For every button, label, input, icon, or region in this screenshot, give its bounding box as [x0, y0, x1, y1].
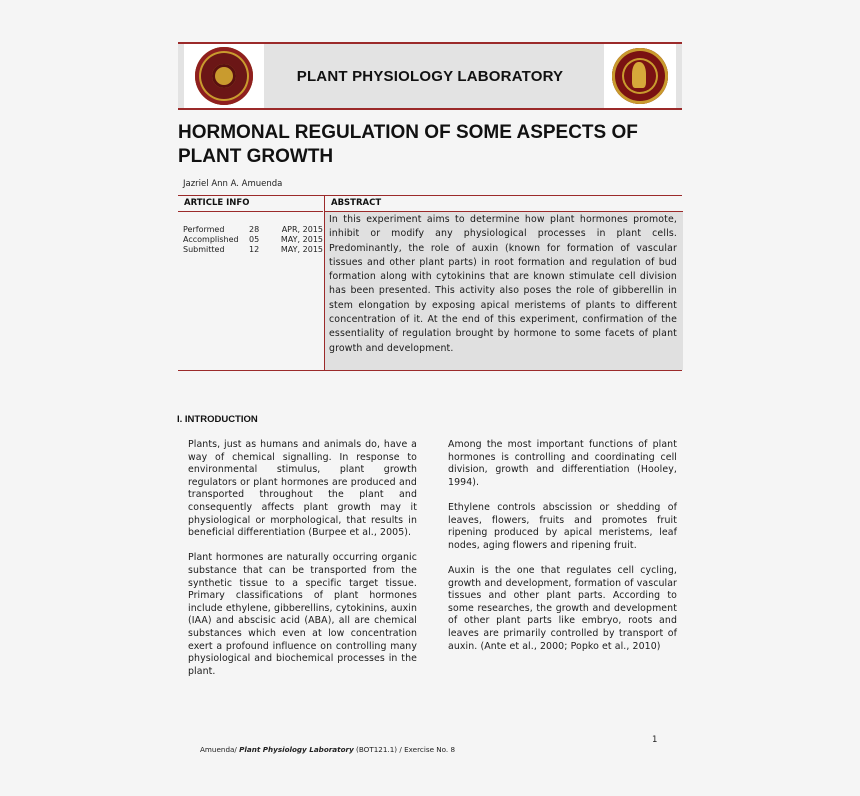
introduction-heading: I. INTRODUCTION — [177, 414, 258, 425]
date-month-year: MAY, 2015 — [280, 235, 323, 245]
page-number: 1 — [652, 735, 658, 745]
date-month-year: APR, 2015 — [281, 225, 323, 234]
author-name: Jazriel Ann A. Amuenda — [183, 179, 283, 189]
article-info-box — [178, 195, 682, 371]
page-footer — [200, 745, 455, 754]
date-label: Submitted — [183, 245, 225, 255]
intro-paragraph: Ethylene controls abscission or shedding of leaves, flowers, fruits and promotes fruit ripening produced by apical meristems, leaf nodes, aging flowers and ripening fruit. — [448, 501, 677, 551]
lab-header — [178, 42, 682, 110]
up-seal-icon — [612, 48, 668, 104]
university-seal-icon — [195, 47, 253, 105]
abstract-text: In this experiment aims to determine how plant hormones promote, inhibit or modify any physiological processes in plant cells. Predominantly, the role of auxin (known for formation of vascular tissues and other plant parts) in root formation and regulation of bud formation along with cytokinins that are known stimulate cell division has been presented. This activity also poses the role of gibberellin in stem elongation by exposing apical meristems of plants to different concentration of it. At the end of this experiment, confirmation of the essentiality of regulation brought by hormone to some facets of plant growth and development. — [329, 214, 677, 354]
intro-paragraph: Auxin is the one that regulates cell cycling, growth and development, formation of vascular tissues and other plant parts. According to some researches, the growth and development of other plant parts like embryo, roots and leaves are primarily controlled by transport of auxin. (Ante et al., 2000; Popko et al., 2010) — [448, 564, 677, 652]
footer-suffix: (BOT121.1) / Exercise No. 8 — [353, 745, 456, 754]
date-row-performed — [183, 225, 323, 235]
date-row-submitted — [183, 245, 323, 255]
abstract-panel — [324, 196, 683, 370]
article-title — [178, 121, 678, 169]
article-info-panel — [178, 196, 323, 370]
article-info-heading: ARTICLE INFO — [178, 196, 323, 212]
date-row-accomplished — [183, 235, 323, 245]
left-logo — [184, 44, 264, 108]
header-title: PLANT PHYSIOLOGY LABORATORY — [296, 67, 564, 85]
date-day: 28 — [249, 225, 260, 234]
date-label: Accomplished — [183, 235, 239, 245]
intro-paragraph: Plants, just as humans and animals do, have a way of chemical signalling. In response to environmental stimulus, plant growth regulators or plant hormones are produced and transported throughout the plant and consequently affects plant growth may it physiological or morphological, that results in beneficial differentiation (Burpee et al., 2005). — [188, 439, 417, 539]
date-day: 12 — [249, 245, 260, 255]
abstract-heading: ABSTRACT — [325, 196, 683, 212]
date-day: 05 — [249, 235, 260, 245]
footer-author: Amuenda/ — [200, 745, 240, 754]
footer-journal: Plant Physiology Laboratory — [239, 745, 354, 754]
intro-right-column — [448, 439, 677, 666]
article-title-line2: PLANT GROWTH — [178, 146, 334, 167]
right-logo — [604, 44, 676, 108]
article-title-line1: HORMONAL REGULATION OF SOME ASPECTS OF — [178, 122, 638, 143]
date-label: Performed — [183, 225, 225, 234]
intro-left-column — [188, 439, 417, 691]
intro-paragraph: Among the most important functions of plant hormones is controlling and coordinating cell division, growth and differentiation (Hooley, 1994). — [448, 439, 677, 488]
intro-paragraph: Plant hormones are naturally occurring organic substance that can be transported from the synthetic tissue to a specific target tissue. Primary classifications of plant hormones include ethylene, gibberellins, cytokinins, auxin (IAA) and abscisic acid (ABA), all are chemical substances which even at low concentration exert a profound influence on controlling many physiological and biochemical processes in the plant. — [188, 552, 417, 677]
date-list — [183, 225, 323, 256]
date-month-year: MAY, 2015 — [280, 245, 323, 255]
